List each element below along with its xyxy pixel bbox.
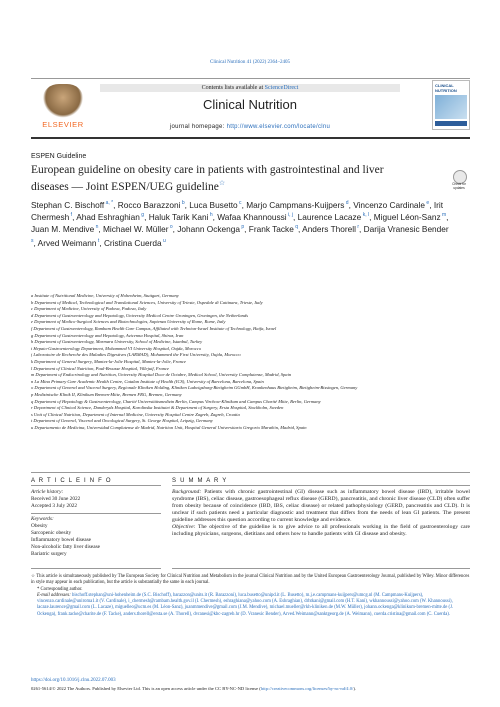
divider: [31, 472, 470, 473]
author-name[interactable]: Stephan C. Bischoff: [31, 199, 105, 210]
author-affiliation-mark[interactable]: r: [355, 224, 360, 231]
homepage-link[interactable]: http://www.elsevier.com/locate/clnu: [226, 124, 331, 130]
divider: [31, 568, 161, 569]
keyword-item: Inflammatory bowel disease: [31, 537, 92, 543]
publication-note: ☆ This article is simultaneously published by The European Society for Clinical Nutrition and Metabolism in the journal Clinical Nutrition and by the United European Gastroenterology Journal, published by Wiley. Minor differences in style may appear in each publication, but the article is substantially the same in each journal.: [31, 574, 470, 586]
check-updates-label: Check for updates: [452, 182, 466, 190]
author-name[interactable]: Wafaa Khannoussi: [217, 211, 287, 222]
affiliations: [31, 293, 461, 431]
author-name[interactable]: Arved Weimann: [37, 237, 97, 248]
article-history: [31, 489, 161, 509]
author-affiliation-mark[interactable]: q: [293, 224, 298, 231]
author-name[interactable]: Frank Tacke: [248, 223, 294, 234]
title-footnote-mark[interactable]: ☆: [218, 179, 226, 187]
keyword-item: Bariatric surgery: [31, 551, 67, 557]
divider: [31, 513, 161, 514]
keywords: [31, 516, 161, 558]
author-affiliation-mark[interactable]: k, l: [361, 212, 370, 219]
footnotes: [31, 574, 470, 618]
divider: [31, 485, 161, 486]
journal-reference[interactable]: Clinical Nutrition 41 (2022) 2364–2405: [210, 60, 290, 65]
author-name[interactable]: Vincenzo Cardinale: [353, 199, 426, 210]
author-name[interactable]: Haluk Tarik Kani: [148, 211, 209, 222]
affiliation-item: r Department of Clinical Science, Danderyds Hospital, Karolinska Institutet & Department of Surgery, Ersta Hospital, Stockholm, Sweden: [31, 405, 284, 411]
email-addresses[interactable]: bischoff.stephan@uni-hohenheim.de (S.C. Bischoff), barazzon@units.it (R. Barazzoni), luca.busetto@unipd.it (L. Busetto), m.j.e.campmans-kuijpers@umcg.nl (M. Campmans-Kuijpers), vincenzo.cardinale@uniroma1.it (V. Cardinale), i_chermesh@rambam.health.gov.il (I. Chermesh), eshraghiana@yahoo.com (A. Eshraghian), drhtkani@gmail.com (H.T. Kani), wkhannoussi@yahoo.com (W. Khannoussi), lacaze.laurence@gmail.com (L. Lacaze), miguelleo@ucm.es (M. Léon-Sanz), juanmmendive@gmail.com (J.M. Mendive), michael.mueller@rkh-kliniken.de (M.W. Müller), johann.ockenga@klinikum-bremen-mitte.de (J. Ockenga), frank.tacke@charite.de (F. Tacke), anders.thorell@ersta.se (A. Thorell), dvranesi@kbc-zagreb.hr (D. Vranesic Bender), Arved.Weimann@sanktgeorg.de (A. Weimann), cuerda.cristina@gmail.com (C. Cuerda).: [37, 592, 454, 617]
author-affiliation-mark[interactable]: u: [161, 238, 166, 245]
author-affiliation-mark[interactable]: e: [425, 200, 430, 206]
affiliation-item: d Department of Gastroenterology and Hepatology, University Medical Centre Groningen, Groningen, the Netherlands: [31, 312, 248, 318]
keyword-item: Obesity: [31, 523, 48, 529]
affiliation-item: g Department of Gastroenterology and Hepatology, Avicenna Hospital, Shiraz, Iran: [31, 332, 184, 338]
affiliation-item: e Department of Medico-Surgical Sciences and Biotechnologies, Sapienza University of Rome, Rome, Italy: [31, 319, 226, 325]
author-affiliation-mark[interactable]: o: [168, 224, 173, 231]
divider: [172, 568, 470, 569]
contents-line: [100, 84, 400, 92]
keywords-label: Keywords:: [31, 516, 54, 522]
affiliation-item: k Department of General Surgery, Mantes-la-Jolie Hospital, Mantes-la-Jolie, France: [31, 358, 187, 364]
summary-text: [172, 489, 470, 538]
elsevier-tree-icon: [43, 84, 83, 118]
affiliation-item: a Institute of Nutritional Medicine, University of Hohenheim, Stuttgart, Germany: [31, 293, 179, 298]
article-type: ESPEN Guideline: [31, 153, 87, 160]
affiliation-item: i Hepato-Gastroenterology Department, Mohammed VI University Hospital, Oujda, Morocco: [31, 345, 202, 351]
received-date: Received 30 June 2022: [31, 495, 81, 502]
license-line: [31, 686, 470, 691]
author-affiliation-mark[interactable]: s: [31, 238, 34, 245]
accepted-date: Accepted 3 July 2022: [31, 502, 78, 509]
publisher-name: ELSEVIER: [42, 120, 84, 129]
summary-heading: S U M M A R Y: [172, 478, 228, 484]
author-name[interactable]: Anders Thorell: [302, 223, 356, 234]
affiliation-item: c Department of Medicine, University of Padova, Padova, Italy: [31, 306, 147, 312]
journal-title: Clinical Nutrition: [203, 97, 297, 112]
affiliation-item: l Department of Clinical Nutrition, Paul-Brousse Hospital, Villejuif, France: [31, 365, 170, 371]
author-name[interactable]: Ahad Eshraghian: [76, 211, 140, 222]
journal-homepage: [100, 124, 400, 130]
journal-cover-image[interactable]: [432, 80, 470, 130]
license-text: 0261-5614/© 2022 The Authors. Published by Elsevier Ltd. This is an open access article under the CC BY-NC-ND license (: [31, 686, 261, 691]
author-name[interactable]: Johann Ockenga: [177, 223, 240, 234]
author-affiliation-mark[interactable]: i, j: [286, 212, 294, 219]
author-affiliation-mark[interactable]: g: [139, 212, 145, 219]
keyword-item: Non-alcoholic fatty liver disease: [31, 544, 100, 550]
author-affiliation-mark[interactable]: h: [208, 212, 213, 219]
corresponding-author: * Corresponding author.: [37, 586, 83, 592]
contents-prefix: Contents lists available at: [201, 85, 265, 91]
author-affiliation-mark[interactable]: d: [344, 200, 349, 206]
affiliation-item: b Department of Medical, Technological and Translational Sciences, University of Trieste, Ospedale di Cattinara, Trieste, Italy: [31, 299, 263, 305]
affiliation-item: o Department of General and Visceral Surgery, Regionale Kliniken Holding, Kliniken Ludwigsburg-Bietigheim GGmbH, Krankenhaus Bietigheim, Bietigheim-Bissingen, Germany: [31, 385, 358, 391]
author-affiliation-mark[interactable]: b: [180, 200, 185, 206]
cover-title: CLINICAL NUTRITION: [435, 83, 457, 93]
license-end: ).: [353, 686, 357, 691]
author-affiliation-mark[interactable]: c: [237, 200, 242, 206]
author-name[interactable]: Laurence Lacaze: [297, 211, 362, 222]
author-affiliation-mark[interactable]: n: [94, 224, 99, 231]
author-affiliation-mark[interactable]: f: [69, 212, 73, 219]
author-name[interactable]: Juan M. Mendive: [31, 223, 95, 234]
license-link[interactable]: http://creativecommons.org/licenses/by-nc-nd/4.0/: [260, 686, 354, 691]
affiliation-item: u Departamento de Medicina, Universidad Complutense de Madrid, Nutrition Unit, Hospital General Universitario Gregorio Marañón, Madrid, Spain: [31, 424, 307, 430]
author-affiliation-mark[interactable]: p: [239, 224, 245, 231]
background-label: Background:: [172, 489, 202, 495]
keyword-item: Sarcopenic obesity: [31, 530, 72, 536]
doi-link[interactable]: https://doi.org/10.1016/j.clnu.2022.07.003: [31, 678, 116, 683]
cover-band: [435, 121, 467, 126]
email-label: E-mail addresses:: [37, 592, 71, 598]
author-affiliation-mark[interactable]: a, *: [104, 200, 114, 206]
objective-text: The objective of the guideline is to give advice to all professionals working in the field of gastroenterology care including physicians, surgeons, dietitians and others how to handle patients with GI disease and obesity.: [172, 524, 470, 538]
author-affiliation-mark[interactable]: t: [96, 238, 100, 245]
author-name[interactable]: Luca Busetto: [189, 199, 238, 210]
affiliation-item: q Department of Hepatology & Gastroenterology, Charité Universitätsmedizin Berlin, Campus Virchow-Klinikum and Campus Charité Mitte, Berlin, Germany: [31, 398, 321, 404]
affiliation-item: m Department of Endocrinology and Nutrition, University Hospital Doce de Octubre, Medical School, University Complutense, Madrid, Spain: [31, 372, 292, 378]
author-affiliation-mark[interactable]: m: [440, 212, 447, 219]
affiliation-item: j Laboratoire de Recherche des Maladies Digestives (LARMAD), Mohammed the First University, Oujda, Morocco: [31, 352, 241, 358]
objective-label: Objective:: [172, 524, 196, 531]
author-name[interactable]: Rocco Barazzoni: [117, 199, 181, 210]
affiliation-item: f Department of Gastroenterology, Rambam Health Care Campus, Affiliated with Technion-Israel Institute of Technology, Haifa, Israel: [31, 325, 277, 331]
author-name[interactable]: Darija Vranesic Bender: [363, 223, 449, 234]
affiliation-item: h Department of Gastroenterology, Marmara University, School of Medicine, Istanbul, Turkey: [31, 339, 203, 345]
homepage-prefix: journal homepage:: [169, 124, 227, 130]
history-label: Article history:: [31, 489, 64, 495]
divider: [172, 485, 470, 486]
sciencedirect-link[interactable]: ScienceDirect: [264, 85, 299, 91]
affiliation-item: p Medizinische Klinik II, Klinikum Bremen-Mitte, Bremen FRG, Bremen, Germany: [31, 391, 182, 397]
cover-picture: [435, 95, 467, 119]
affiliation-item: n La Mina Primary Care Academic Health Centre, Catalan Institute of Health (ICS), University of Barcelona, Barcelona, Spain: [31, 378, 264, 384]
author-list: Stephan C. Bischoff $^{a, *}$, Rocco Barazzoni $^b$, Luca Busetto $^c$, Marjo Campmans-Kuijpers $^d$, Vincenzo Cardinale $^e$, Irit Chermesh $^f$, Ahad Eshraghian $^g$, Haluk Tarik Kani $^h$, Wafaa Khannoussi $^{i, j}$, Laurence Lacaze $^{k, l}$, Miguel Léon-Sanz $^m$, Juan M. Mendive $^n$, Michael W. Müller $^o$, Johann Ockenga $^p$, Frank Tacke $^q$, Anders Thorell $^r$, Darija Vranesic Bender $^s$, Arved Weimann $^t$, Cristina Cuerda $^u$: [31, 199, 449, 248]
affiliation-item: t Department of General, Visceral and Oncological Surgery, St. George Hospital, Leipzig, Germany: [31, 418, 213, 424]
author-name[interactable]: Cristina Cuerda: [103, 237, 162, 248]
article-title: [31, 164, 411, 194]
elsevier-logo[interactable]: [33, 82, 93, 132]
check-for-updates-button[interactable]: [448, 170, 470, 192]
background-text: Patients with chronic gastrointestinal (GI) disease such as inflammatory bowel disease (IBD), irritable bowel syndrome (IBS), celiac disease, gastroesophageal reflux disease (GERD), pancreatitis, and chronic liver disease (CLD) often suffer from obesity because of coincidence (IBD, IBS, celiac disease) or related pathophysiology (GERD, pancreatitis and CLD). It is unclear if such patients need a particular diagnostic and treatment that differs from the needs of lean GI patients. The present guideline addresses this question according to current knowledge and evidence.: [172, 489, 470, 524]
author-name[interactable]: Miguel Léon-Sanz: [373, 211, 441, 222]
author-name[interactable]: Michael W. Müller: [102, 223, 169, 234]
title-text: European guideline on obesity care in patients with gastrointestinal and liver diseases — Joint ESPEN/UEG guideline: [31, 164, 384, 193]
affiliation-item: s Unit of Clinical Nutrition, Department of Internal Medicine, University Hospital Centre Zagreb, Zagreb, Croatia: [31, 411, 240, 417]
author-name[interactable]: Irit Chermesh: [31, 199, 444, 222]
author-name[interactable]: Marjo Campmans-Kuijpers: [246, 199, 345, 210]
article-info-heading: A R T I C L E I N F O: [31, 478, 112, 484]
